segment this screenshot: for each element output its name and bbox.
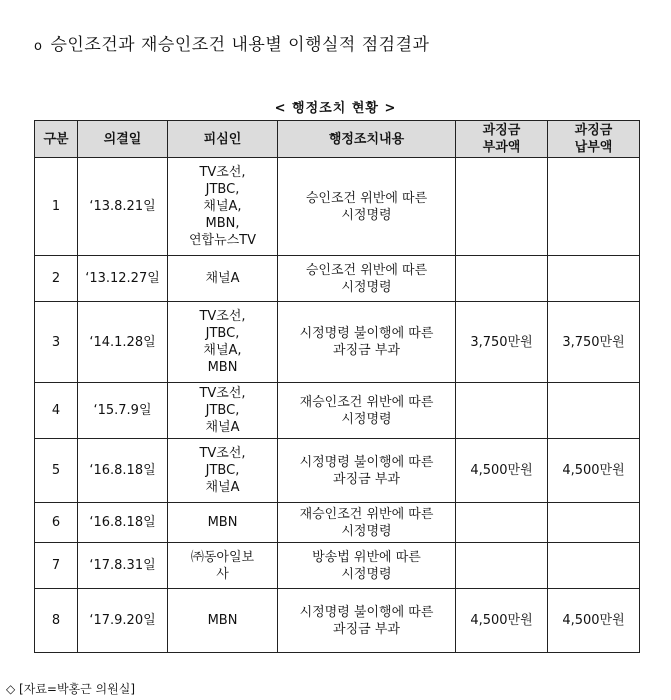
cell-action: 승인조건 위반에 따른 시정명령 xyxy=(278,158,456,256)
table-row xyxy=(35,383,640,439)
cell-date: ‘17.9.20일 xyxy=(78,589,168,653)
cell-fine-paid xyxy=(548,158,640,256)
cell-no: 6 xyxy=(35,503,78,543)
cell-date: ‘16.8.18일 xyxy=(78,439,168,503)
cell-action: 시정명령 불이행에 따른 과징금 부과 xyxy=(278,439,456,503)
cell-no: 8 xyxy=(35,589,78,653)
cell-fine-imposed xyxy=(456,256,548,302)
header-action: 행정조치내용 xyxy=(278,121,456,158)
heading-bullet: o xyxy=(34,39,43,54)
table-header-row xyxy=(35,121,640,158)
cell-action: 재승인조건 위반에 따른 시정명령 xyxy=(278,503,456,543)
cell-respondent: MBN xyxy=(168,589,278,653)
source-note: ◇ [자료=박홍근 의원실] xyxy=(6,682,136,696)
cell-date: ‘16.8.18일 xyxy=(78,503,168,543)
cell-fine-paid: 4,500만원 xyxy=(548,589,640,653)
cell-fine-imposed: 3,750만원 xyxy=(456,302,548,383)
cell-date: ‘13.8.21일 xyxy=(78,158,168,256)
cell-fine-paid xyxy=(548,503,640,543)
cell-fine-paid xyxy=(548,383,640,439)
cell-fine-paid: 4,500만원 xyxy=(548,439,640,503)
cell-respondent: ㈜동아일보 사 xyxy=(168,543,278,589)
cell-fine-paid: 3,750만원 xyxy=(548,302,640,383)
cell-fine-imposed: 4,500만원 xyxy=(456,589,548,653)
cell-action: 시정명령 불이행에 따른 과징금 부과 xyxy=(278,589,456,653)
cell-fine-paid xyxy=(548,256,640,302)
cell-no: 4 xyxy=(35,383,78,439)
cell-action: 시정명령 불이행에 따른 과징금 부과 xyxy=(278,302,456,383)
cell-action: 승인조건 위반에 따른 시정명령 xyxy=(278,256,456,302)
cell-date: ‘15.7.9일 xyxy=(78,383,168,439)
table-caption: < 행정조치 현황 > xyxy=(274,101,397,116)
cell-fine-imposed: 4,500만원 xyxy=(456,439,548,503)
heading-text: 승인조건과 재승인조건 내용별 이행실적 점검결과 xyxy=(50,35,430,55)
table-row xyxy=(35,589,640,653)
cell-fine-paid xyxy=(548,543,640,589)
cell-respondent: TV조선, JTBC, 채널A, MBN xyxy=(168,302,278,383)
table-row xyxy=(35,302,640,383)
table-row xyxy=(35,543,640,589)
header-no: 구분 xyxy=(35,121,78,158)
cell-no: 1 xyxy=(35,158,78,256)
cell-no: 2 xyxy=(35,256,78,302)
cell-no: 5 xyxy=(35,439,78,503)
cell-fine-imposed xyxy=(456,383,548,439)
cell-respondent: 채널A xyxy=(168,256,278,302)
cell-date: ‘14.1.28일 xyxy=(78,302,168,383)
cell-respondent: MBN xyxy=(168,503,278,543)
cell-fine-imposed xyxy=(456,158,548,256)
cell-respondent: TV조선, JTBC, 채널A, MBN, 연합뉴스TV xyxy=(168,158,278,256)
cell-action: 재승인조건 위반에 따른 시정명령 xyxy=(278,383,456,439)
header-date: 의결일 xyxy=(78,121,168,158)
header-fine-imposed: 과징금 부과액 xyxy=(456,121,548,158)
section-heading xyxy=(34,30,429,55)
table-row xyxy=(35,158,640,256)
cell-respondent: TV조선, JTBC, 채널A xyxy=(168,439,278,503)
header-fine-paid: 과징금 납부액 xyxy=(548,121,640,158)
administrative-actions-table xyxy=(34,120,640,653)
cell-respondent: TV조선, JTBC, 채널A xyxy=(168,383,278,439)
cell-fine-imposed xyxy=(456,503,548,543)
cell-no: 3 xyxy=(35,302,78,383)
table-row xyxy=(35,256,640,302)
header-respondent: 피심인 xyxy=(168,121,278,158)
cell-date: ‘17.8.31일 xyxy=(78,543,168,589)
cell-fine-imposed xyxy=(456,543,548,589)
cell-date: ‘13.12.27일 xyxy=(78,256,168,302)
cell-action: 방송법 위반에 따른 시정명령 xyxy=(278,543,456,589)
table-row xyxy=(35,439,640,503)
table-row xyxy=(35,503,640,543)
cell-no: 7 xyxy=(35,543,78,589)
